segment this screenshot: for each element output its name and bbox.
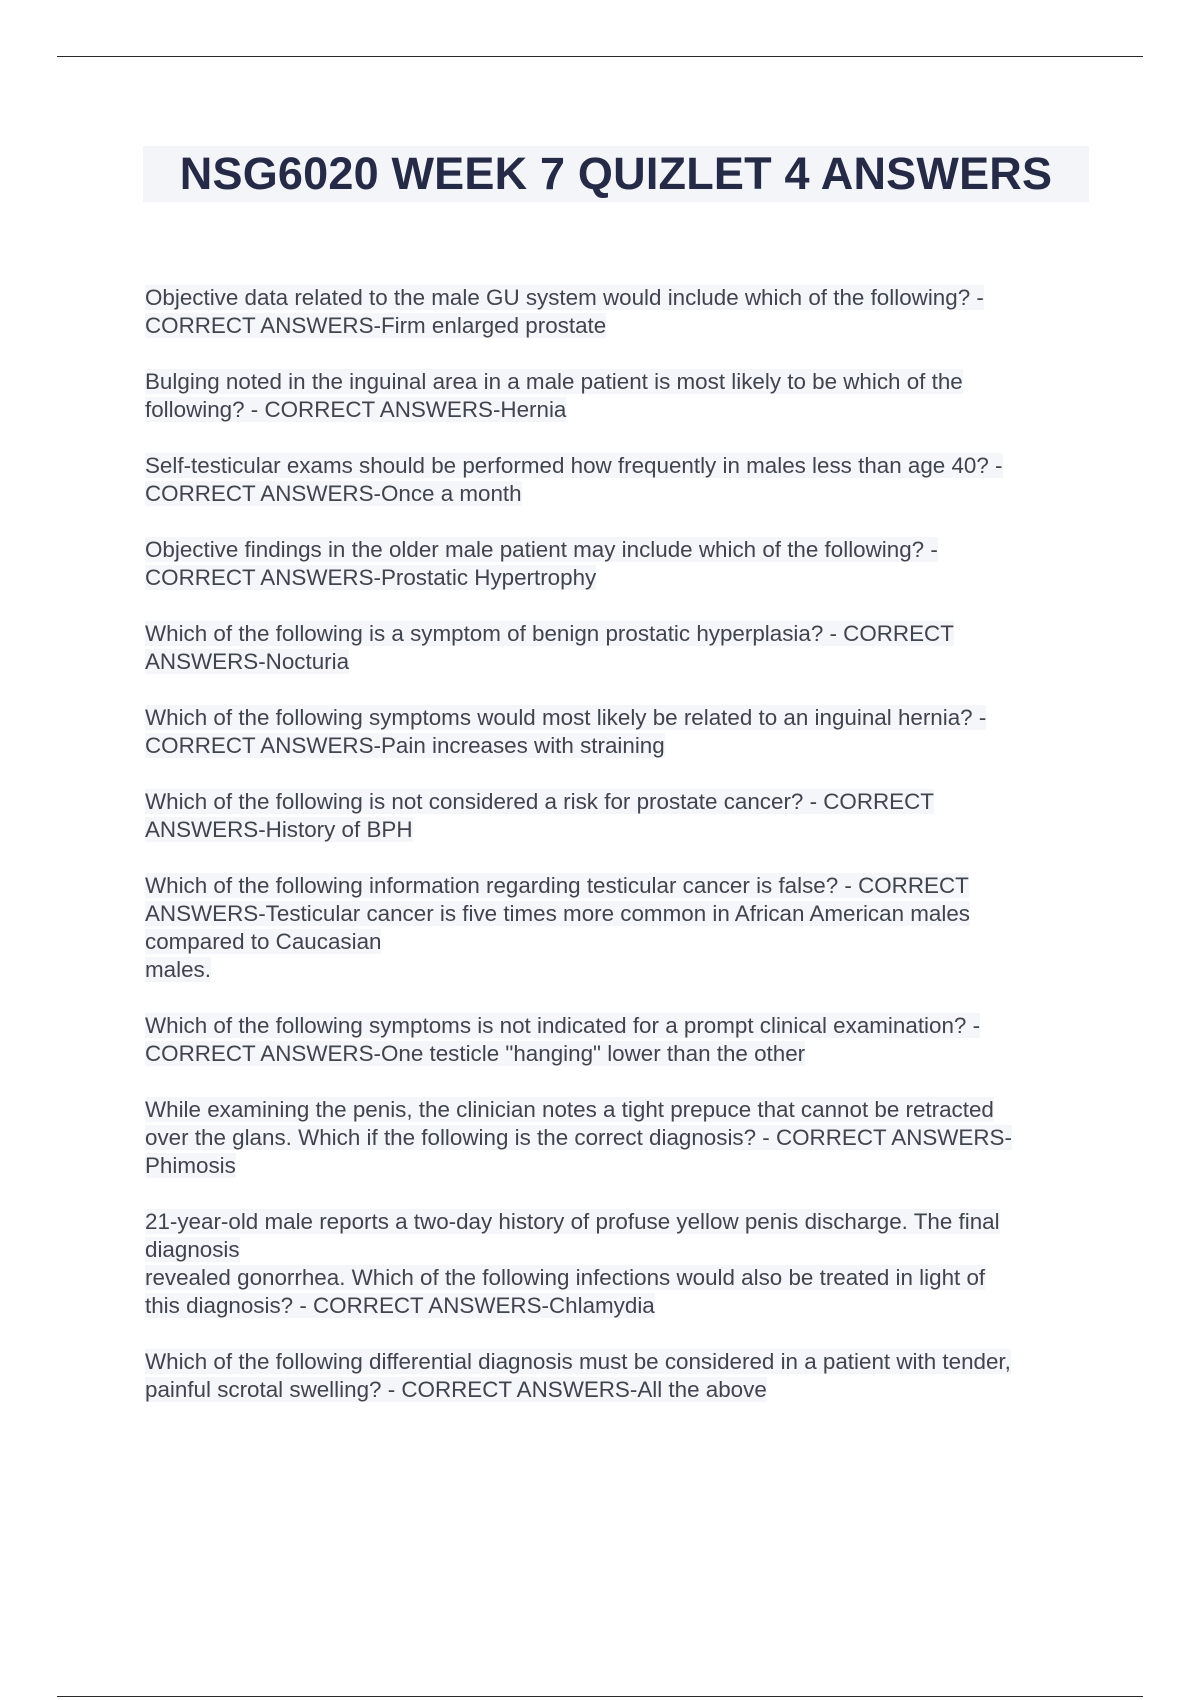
qa-list [145, 284, 1100, 1432]
qa-item [145, 284, 1100, 340]
qa-item [145, 1096, 1100, 1180]
qa-item [145, 1348, 1100, 1404]
qa-text: 21-year-old male reports a two-day history of profuse yellow penis discharge. The final diagnosis revealed gonorrhea. Which of the following infections would also be treated in light of this diagnosis? - CORRECT ANSWERS-Chlamydia [145, 1209, 1000, 1318]
qa-item [145, 788, 1100, 844]
qa-item [145, 620, 1100, 676]
page-title: NSG6020 WEEK 7 QUIZLET 4 ANSWERS [179, 148, 1053, 199]
qa-text: Self-testicular exams should be performed how frequently in males less than age 40? - CORRECT ANSWERS-Once a month [145, 453, 1003, 506]
qa-item [145, 452, 1100, 508]
qa-text: Objective findings in the older male patient may include which of the following? - CORRECT ANSWERS-Prostatic Hypertrophy [145, 537, 938, 590]
qa-text: Which of the following symptoms would most likely be related to an inguinal hernia? - CORRECT ANSWERS-Pain increases with straining [145, 705, 987, 758]
top-divider [57, 56, 1143, 57]
qa-text: Which of the following is a symptom of benign prostatic hyperplasia? - CORRECT ANSWERS-Nocturia [145, 621, 954, 674]
bottom-divider [57, 1696, 1143, 1697]
qa-text: Which of the following is not considered a risk for prostate cancer? - CORRECT ANSWERS-History of BPH [145, 789, 934, 842]
qa-item [145, 368, 1100, 424]
qa-item [145, 1012, 1100, 1068]
qa-text: Objective data related to the male GU system would include which of the following? - CORRECT ANSWERS-Firm enlarged prostate [145, 285, 984, 338]
title-banner [143, 146, 1089, 202]
qa-text: Which of the following symptoms is not indicated for a prompt clinical examination? - CORRECT ANSWERS-One testicle "hanging" lower than the other [145, 1013, 981, 1066]
qa-text: Which of the following information regarding testicular cancer is false? - CORRECT ANSWERS-Testicular cancer is five times more common in African American males compared to Caucasian males. [145, 873, 970, 982]
qa-item [145, 704, 1100, 760]
qa-text: Which of the following differential diagnosis must be considered in a patient with tender, painful scrotal swelling? - CORRECT ANSWERS-All the above [145, 1349, 1011, 1402]
qa-text: While examining the penis, the clinician notes a tight prepuce that cannot be retracted over the glans. Which if the following is the correct diagnosis? - CORRECT ANSWERS- Phimosis [145, 1097, 1012, 1178]
qa-item [145, 1208, 1100, 1320]
qa-text: Bulging noted in the inguinal area in a male patient is most likely to be which of the following? - CORRECT ANSWERS-Hernia [145, 369, 963, 422]
qa-item [145, 536, 1100, 592]
qa-item [145, 872, 1100, 984]
